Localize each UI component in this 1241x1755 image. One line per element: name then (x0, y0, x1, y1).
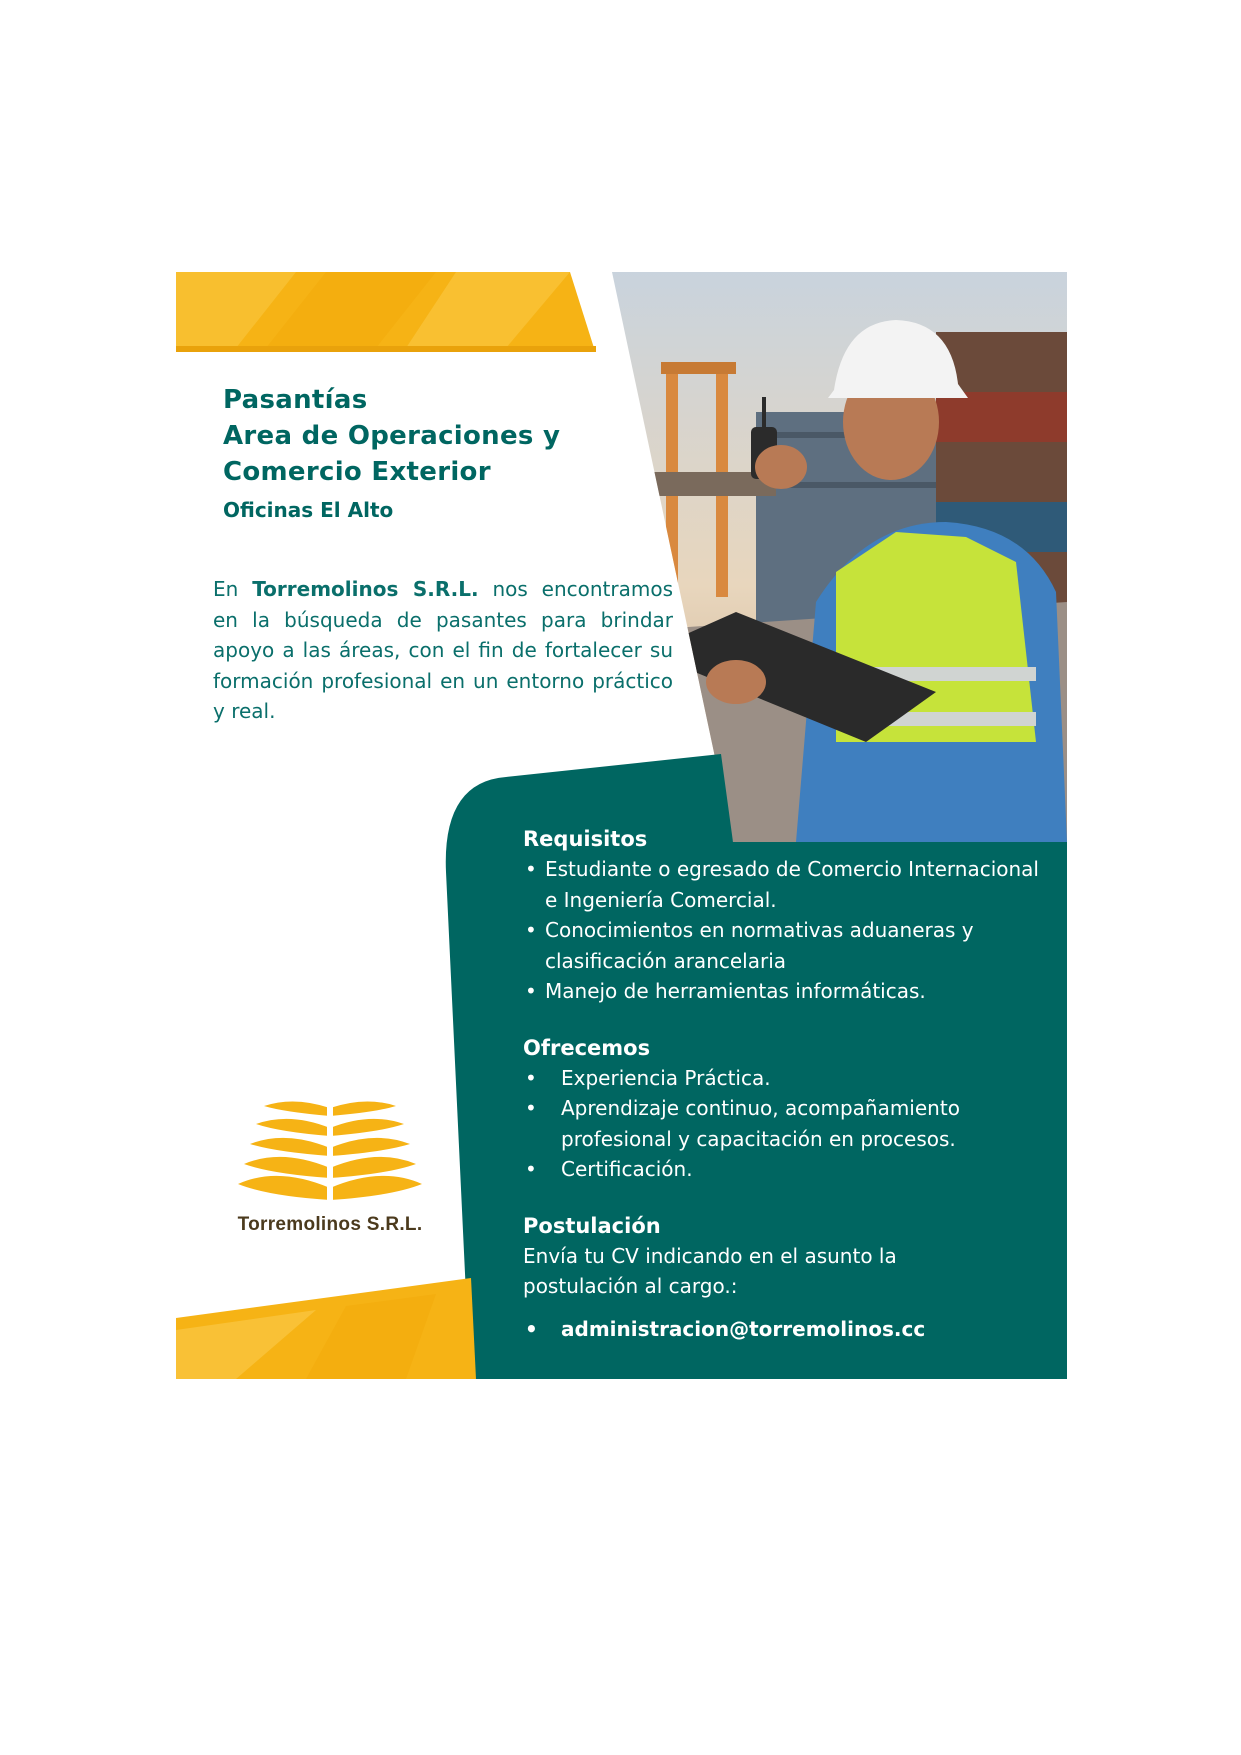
list-item: • Certificación. (523, 1154, 1043, 1185)
list-item: • Aprendizaje continuo, acompañamiento profesional y capacitación en procesos. (523, 1093, 1043, 1154)
requisitos-list (523, 854, 1043, 1007)
flyer (176, 272, 1067, 1379)
list-item: • Conocimientos en normativas aduaneras y clasificación arancelaria (523, 915, 1043, 976)
panel-content (523, 824, 1043, 1344)
list-item: • Estudiante o egresado de Comercio Internacional e Ingeniería Comercial. (523, 854, 1043, 915)
postulacion-text: Envía tu CV indicando en el asunto la postulación al cargo.: (523, 1243, 897, 1298)
intro-body: nos encontramos en la búsqueda de pasantes para brindar apoyo a las áreas, con el fin de fortalecer su formación profesional en un entorno práctico y real. (213, 577, 674, 723)
title-line-1: Pasantías (223, 385, 368, 415)
logo-text: Torremolinos S.R.L. (237, 1214, 423, 1235)
ofrecemos-list (523, 1063, 1043, 1185)
ofrecemos-heading: Ofrecemos (523, 1035, 651, 1060)
book-logo-icon (224, 1094, 436, 1212)
intro-paragraph (213, 574, 673, 727)
requisitos-heading: Requisitos (523, 827, 648, 851)
title-line-3: Comercio Exterior (223, 457, 491, 487)
company-logo (224, 1094, 436, 1254)
title-line-2: Area de Operaciones y (223, 421, 561, 451)
intro-prefix: En (213, 577, 239, 601)
subtitle: Oficinas El Alto (223, 498, 394, 522)
list-item: • Manejo de herramientas informáticas. (523, 976, 1043, 1007)
list-item: • Experiencia Práctica. (523, 1063, 1043, 1094)
intro-company: Torremolinos S.R.L. (252, 577, 479, 601)
postulacion-heading: Postulación (523, 1213, 661, 1238)
title-block (223, 382, 560, 524)
gold-stripe-bottom (176, 1270, 496, 1379)
email-link[interactable]: • administracion@torremolinos.cc (523, 1314, 1043, 1344)
